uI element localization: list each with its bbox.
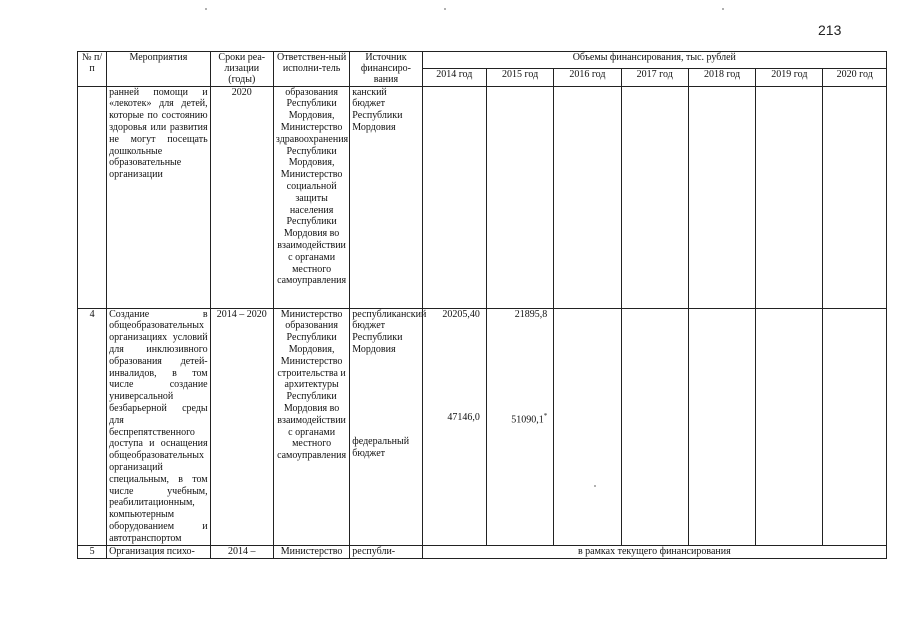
value-republic-2015: 21895,8 bbox=[514, 308, 548, 320]
scan-speck bbox=[205, 8, 207, 10]
table-row bbox=[78, 86, 887, 308]
row-event: ранней помощи и «лекотек» для детей, которые по состоянию здоровья или развития не могут посещать дошкольные образовательные организации bbox=[107, 86, 210, 308]
funding-note: в рамках текущего финансирования bbox=[422, 545, 886, 558]
year-header: 2020 год bbox=[823, 69, 887, 86]
row-source bbox=[350, 308, 427, 545]
row-event: Организация психо- bbox=[107, 545, 210, 558]
row-no: 4 bbox=[78, 308, 107, 545]
row-event: Создание в общеобразовательных организациях условий для инклюзивного образования детей-инвалидов, в том числе создание универсальной безбарьерной среды для беспрепятственного доступа и оснащения общеобразовательных организаций специальным, в том числе учебным, реабилитационным, компьютерным оборудованием и автотранспортом bbox=[107, 308, 210, 545]
scan-speck bbox=[594, 485, 596, 487]
year-header: 2019 год bbox=[756, 69, 823, 86]
value-2015 bbox=[486, 308, 553, 545]
row-responsible: образования Республики Мордовия, Министерство здравоохранения Республики Мордовия, Министерство социальной защиты населения Республики Мордовия во взаимодействии с органами местного самоуправления bbox=[273, 86, 349, 308]
col-period-header: Сроки реа-лизации (годы) bbox=[210, 52, 273, 87]
source-federal: федеральный бюджет bbox=[352, 435, 410, 459]
value-republic-2014: 20205,40 bbox=[442, 308, 480, 320]
row-period: 2014 – 2020 bbox=[210, 308, 273, 545]
table-row bbox=[78, 545, 887, 558]
year-header: 2016 год bbox=[554, 69, 621, 86]
col-no-header: № п/п bbox=[78, 52, 107, 87]
row-period: 2020 bbox=[210, 86, 273, 308]
row-no: 5 bbox=[78, 545, 107, 558]
row-responsible: Министерство образования Республики Мордовия, Министерство строительства и архитектуры Республики Мордовия во взаимодействии с органами местного самоуправления bbox=[273, 308, 349, 545]
program-table bbox=[77, 51, 887, 559]
footnote-mark: * bbox=[543, 412, 548, 421]
page-number: 213 bbox=[818, 22, 842, 38]
row-source: канский бюджет Республики Мордовия bbox=[350, 86, 422, 308]
value-2014 bbox=[422, 308, 486, 545]
col-resp-header: Ответствен-ный исполни-тель bbox=[273, 52, 349, 87]
row-source: республи- bbox=[350, 545, 422, 558]
col-event-header: Мероприятия bbox=[107, 52, 210, 87]
value-federal-2014: 47146,0 bbox=[447, 412, 480, 424]
scan-speck bbox=[444, 8, 446, 10]
row-no bbox=[78, 86, 107, 308]
year-header: 2015 год bbox=[486, 69, 553, 86]
row-responsible: Министерство bbox=[273, 545, 349, 558]
source-republic: республиканский бюджет Республики Мордовия bbox=[352, 308, 427, 355]
table-row bbox=[78, 308, 887, 545]
value-federal-2015: 51090,1 bbox=[511, 414, 544, 426]
col-source-header: Источник финансиро-вания bbox=[350, 52, 422, 87]
year-header: 2018 год bbox=[688, 69, 755, 86]
row-period: 2014 – bbox=[210, 545, 273, 558]
col-funding-header: Объемы финансирования, тыс. рублей bbox=[422, 52, 886, 69]
scan-speck bbox=[722, 8, 724, 10]
year-header: 2017 год bbox=[621, 69, 688, 86]
year-header: 2014 год bbox=[422, 69, 486, 86]
